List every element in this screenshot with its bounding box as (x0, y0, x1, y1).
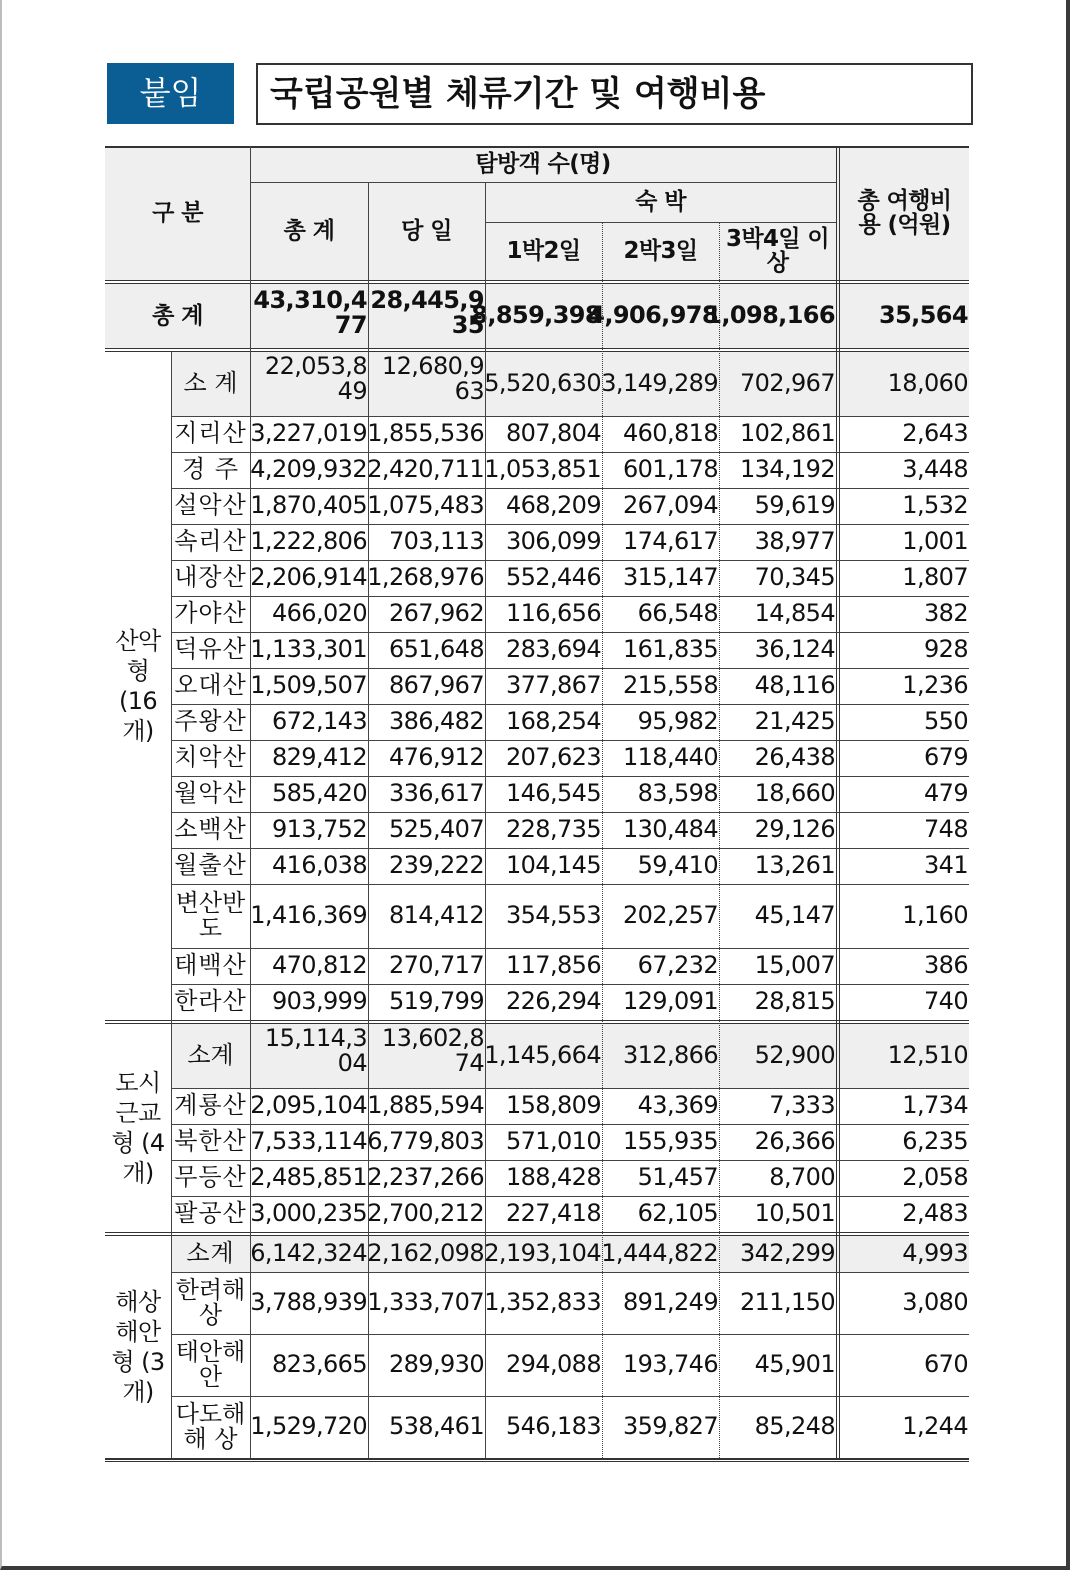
group-label: 도시 근교 형 (4개) (111, 1069, 165, 1187)
cell-day: 2,237,266 (367, 1163, 484, 1192)
cell-day: 1,268,976 (367, 563, 484, 592)
cell-day: 1,855,536 (367, 419, 484, 448)
cell-n3: 48,116 (754, 671, 835, 700)
cell-n3: 13,261 (754, 851, 835, 880)
park-name: 다도해해 상 (175, 1399, 246, 1453)
cell-n1: 116,656 (505, 599, 601, 628)
cell-cost: 1,532 (902, 491, 968, 520)
cell-n3: 21,425 (754, 707, 835, 736)
cell-day: 651,648 (388, 635, 484, 664)
cell-day: 13,602,874 (381, 1024, 484, 1078)
cell-cost: 1,734 (902, 1091, 968, 1120)
cell-cost: 479 (923, 779, 968, 808)
cell-day: 2,700,212 (367, 1199, 484, 1228)
cell-n3: 8,700 (769, 1163, 835, 1192)
cell-day: 1,885,594 (367, 1091, 484, 1120)
cell-total: 7,533,114 (250, 1127, 367, 1156)
grand-total-n2: 4,906,978 (588, 301, 718, 330)
cell-n1: 468,209 (505, 491, 601, 520)
cell-n2: 129,091 (622, 987, 718, 1016)
cell-day: 1,075,483 (367, 491, 484, 520)
grand-total-day: 28,445,935 (370, 286, 484, 340)
cell-n2: 3,149,289 (601, 369, 718, 398)
cell-day: 814,412 (388, 901, 484, 930)
park-name: 월출산 (174, 851, 247, 880)
cell-n2: 118,440 (622, 743, 718, 772)
cell-n1: 283,694 (505, 635, 601, 664)
park-name: 소백산 (174, 815, 247, 844)
cell-n3: 29,126 (754, 815, 835, 844)
group-label: 산악 형 (16개) (115, 627, 161, 745)
cell-n2: 62,105 (637, 1199, 718, 1228)
cell-n1: 228,735 (505, 815, 601, 844)
cell-cost: 2,058 (902, 1163, 968, 1192)
cell-cost: 382 (923, 599, 968, 628)
cell-n3: 26,438 (754, 743, 835, 772)
cell-day: 12,680,963 (381, 352, 484, 406)
col-line-c4 (719, 222, 720, 1458)
col-line-c5 (836, 146, 840, 1458)
cell-n1: 306,099 (505, 527, 601, 556)
col-line-c3 (602, 222, 603, 1458)
cell-day: 270,717 (388, 951, 484, 980)
cell-n1: 226,294 (505, 987, 601, 1016)
cell-total: 3,788,939 (250, 1288, 367, 1317)
park-name: 경 주 (182, 455, 239, 484)
cell-total: 470,812 (271, 951, 367, 980)
cell-n2: 359,827 (622, 1412, 718, 1441)
cell-n1: 168,254 (505, 707, 601, 736)
subtotal-label: 소계 (187, 1041, 234, 1070)
cell-n1: 354,553 (505, 901, 601, 930)
cell-total: 829,412 (271, 743, 367, 772)
grand-total-n1: 8,859,398 (471, 301, 601, 330)
cell-n2: 174,617 (622, 527, 718, 556)
n1d2-header: 1박2일 (506, 237, 581, 264)
park-name: 가야산 (174, 599, 247, 628)
park-name: 팔공산 (174, 1199, 247, 1228)
cell-total: 823,665 (271, 1350, 367, 1379)
cell-day: 519,799 (388, 987, 484, 1016)
subtotal-label: 소계 (186, 1239, 235, 1268)
cell-total: 1,870,405 (250, 491, 367, 520)
cell-n1: 294,088 (505, 1350, 601, 1379)
cell-total: 1,509,507 (250, 671, 367, 700)
cell-total: 416,038 (271, 851, 367, 880)
cell-cost: 341 (923, 851, 968, 880)
cell-n2: 43,369 (637, 1091, 718, 1120)
cell-n2: 67,232 (637, 951, 718, 980)
cell-total: 1,133,301 (250, 635, 367, 664)
col-line-c2 (485, 182, 486, 1458)
park-name: 오대산 (174, 671, 247, 700)
cell-n1: 5,520,630 (484, 369, 601, 398)
cell-cost: 740 (923, 987, 968, 1016)
cell-n1: 227,418 (505, 1199, 601, 1228)
park-name: 태안해안 (175, 1337, 246, 1391)
cell-n3: 102,861 (739, 419, 835, 448)
cell-total: 672,143 (271, 707, 367, 736)
cell-n3: 15,007 (754, 951, 835, 980)
n2d3-header: 2박3일 (623, 237, 698, 264)
cell-cost: 550 (923, 707, 968, 736)
cell-cost: 1,244 (902, 1412, 968, 1441)
overnight-header: 숙 박 (635, 188, 686, 215)
cell-day: 267,962 (388, 599, 484, 628)
cell-n3: 38,977 (754, 527, 835, 556)
grand-total-n3: 1,098,166 (705, 301, 835, 330)
cell-n2: 460,818 (622, 419, 718, 448)
park-name: 무등산 (174, 1163, 247, 1192)
cell-n2: 202,257 (622, 901, 718, 930)
total-header: 총 계 (283, 217, 335, 244)
cell-cost: 12,510 (887, 1041, 968, 1070)
cost-header: 총 여행비용 (억원) (857, 187, 952, 238)
cell-cost: 1,001 (902, 527, 968, 556)
cell-n1: 117,856 (505, 951, 601, 980)
cell-n2: 315,147 (622, 563, 718, 592)
cell-n3: 70,345 (754, 563, 835, 592)
cell-cost: 2,483 (902, 1199, 968, 1228)
page-title: 국립공원별 체류기간 및 여행비용 (256, 63, 973, 125)
cell-cost: 2,643 (902, 419, 968, 448)
park-name: 속리산 (174, 527, 247, 556)
cell-day: 2,420,711 (367, 455, 484, 484)
cell-cost: 6,235 (902, 1127, 968, 1156)
cell-n3: 36,124 (754, 635, 835, 664)
cell-total: 2,206,914 (250, 563, 367, 592)
cell-total: 585,420 (271, 779, 367, 808)
park-name: 치악산 (174, 743, 247, 772)
cell-total: 4,209,932 (250, 455, 367, 484)
park-name: 설악산 (174, 491, 247, 520)
cell-day: 239,222 (388, 851, 484, 880)
cell-total: 3,227,019 (250, 419, 367, 448)
cell-n3: 211,150 (739, 1288, 835, 1317)
cell-total: 2,485,851 (250, 1163, 367, 1192)
cell-n2: 51,457 (637, 1163, 718, 1192)
cell-n2: 83,598 (637, 779, 718, 808)
cell-n1: 1,352,833 (484, 1288, 601, 1317)
park-name: 내장산 (174, 563, 247, 592)
cell-total: 903,999 (271, 987, 367, 1016)
cell-n3: 59,619 (754, 491, 835, 520)
cell-n3: 342,299 (739, 1239, 835, 1268)
cell-day: 289,930 (388, 1350, 484, 1379)
cell-n3: 7,333 (769, 1091, 835, 1120)
cell-n2: 193,746 (622, 1350, 718, 1379)
cell-day: 538,461 (388, 1412, 484, 1441)
cell-n1: 552,446 (505, 563, 601, 592)
col-line-p1 (250, 146, 251, 1458)
cell-cost: 670 (923, 1350, 968, 1379)
table-bottom-border (105, 1458, 969, 1460)
cell-n1: 146,545 (505, 779, 601, 808)
park-name: 북한산 (174, 1127, 247, 1156)
grand-total-total: 43,310,477 (253, 286, 367, 340)
grand-total-cost: 35,564 (878, 301, 968, 330)
cell-day: 525,407 (388, 815, 484, 844)
cell-n3: 10,501 (754, 1199, 835, 1228)
cell-cost: 386 (923, 951, 968, 980)
park-name: 지리산 (174, 419, 247, 448)
cell-n1: 546,183 (505, 1412, 601, 1441)
cell-n3: 85,248 (754, 1412, 835, 1441)
cell-cost: 3,080 (902, 1288, 968, 1317)
cell-n2: 891,249 (622, 1288, 718, 1317)
day-trip-header: 당 일 (401, 217, 452, 244)
cell-day: 6,779,803 (367, 1127, 484, 1156)
park-name: 한라산 (174, 987, 247, 1016)
cell-day: 1,333,707 (367, 1288, 484, 1317)
cell-n1: 207,623 (505, 743, 601, 772)
cell-n1: 1,145,664 (484, 1041, 601, 1070)
cell-n1: 2,193,104 (484, 1239, 601, 1268)
cell-n3: 45,147 (754, 901, 835, 930)
cell-cost: 1,160 (902, 901, 968, 930)
cell-total: 2,095,104 (250, 1091, 367, 1120)
cell-n2: 59,410 (637, 851, 718, 880)
cell-n1: 807,804 (505, 419, 601, 448)
cell-cost: 18,060 (887, 369, 968, 398)
cell-n3: 28,815 (754, 987, 835, 1016)
grand-total-label: 총 계 (152, 302, 203, 329)
cell-day: 476,912 (388, 743, 484, 772)
visitors-header: 탐방객 수(명) (475, 150, 611, 177)
cell-n1: 1,053,851 (484, 455, 601, 484)
cell-n2: 312,866 (622, 1041, 718, 1070)
park-name: 주왕산 (174, 707, 247, 736)
cell-day: 703,113 (388, 527, 484, 556)
cell-n1: 571,010 (505, 1127, 601, 1156)
park-name: 태백산 (174, 951, 247, 980)
cell-n2: 1,444,822 (601, 1239, 718, 1268)
cell-cost: 3,448 (902, 455, 968, 484)
cell-total: 1,222,806 (250, 527, 367, 556)
cell-day: 2,162,098 (367, 1239, 484, 1268)
header-line-2 (485, 222, 836, 223)
cell-n1: 188,428 (505, 1163, 601, 1192)
cell-n2: 95,982 (637, 707, 718, 736)
cell-total: 1,529,720 (250, 1412, 367, 1441)
n3d4-header: 3박4일 이상 (725, 225, 830, 276)
cell-total: 22,053,849 (264, 352, 367, 406)
col-line-c1 (368, 182, 369, 1458)
cell-total: 15,114,304 (264, 1024, 367, 1078)
cell-n1: 104,145 (505, 851, 601, 880)
cell-n2: 601,178 (622, 455, 718, 484)
cell-n1: 377,867 (505, 671, 601, 700)
park-name: 덕유산 (174, 635, 247, 664)
cell-cost: 928 (923, 635, 968, 664)
cell-n2: 130,484 (622, 815, 718, 844)
cell-n3: 52,900 (754, 1041, 835, 1070)
cell-total: 913,752 (271, 815, 367, 844)
cell-day: 386,482 (388, 707, 484, 736)
cell-cost: 748 (923, 815, 968, 844)
cell-n3: 45,901 (754, 1350, 835, 1379)
cell-n3: 14,854 (754, 599, 835, 628)
cell-n3: 26,366 (754, 1127, 835, 1156)
cell-n3: 18,660 (754, 779, 835, 808)
category-header: 구 분 (152, 199, 203, 226)
subtotal-label: 소 계 (183, 369, 238, 398)
cell-total: 6,142,324 (250, 1239, 367, 1268)
cell-n2: 215,558 (622, 671, 718, 700)
cell-n2: 267,094 (622, 491, 718, 520)
cell-total: 466,020 (271, 599, 367, 628)
cell-n1: 158,809 (505, 1091, 601, 1120)
cell-cost: 1,236 (902, 671, 968, 700)
park-name: 계룡산 (174, 1091, 247, 1120)
cell-day: 867,967 (388, 671, 484, 700)
attachment-tag: 붙임 (107, 63, 234, 124)
cell-total: 3,000,235 (250, 1199, 367, 1228)
cell-total: 1,416,369 (250, 901, 367, 930)
cell-n2: 155,935 (622, 1127, 718, 1156)
park-name: 변산반도 (175, 888, 246, 942)
park-name: 월악산 (174, 779, 247, 808)
cell-n3: 702,967 (739, 369, 835, 398)
park-name: 한려해상 (175, 1275, 246, 1329)
cell-cost: 4,993 (902, 1239, 968, 1268)
group-label: 해상 해안 형 (3개) (111, 1288, 165, 1406)
header-line-1 (250, 182, 836, 183)
cell-cost: 679 (923, 743, 968, 772)
cell-n3: 134,192 (739, 455, 835, 484)
cell-cost: 1,807 (902, 563, 968, 592)
cell-n2: 161,835 (622, 635, 718, 664)
col-line-park (171, 352, 172, 1458)
cell-day: 336,617 (388, 779, 484, 808)
cell-n2: 66,548 (637, 599, 718, 628)
